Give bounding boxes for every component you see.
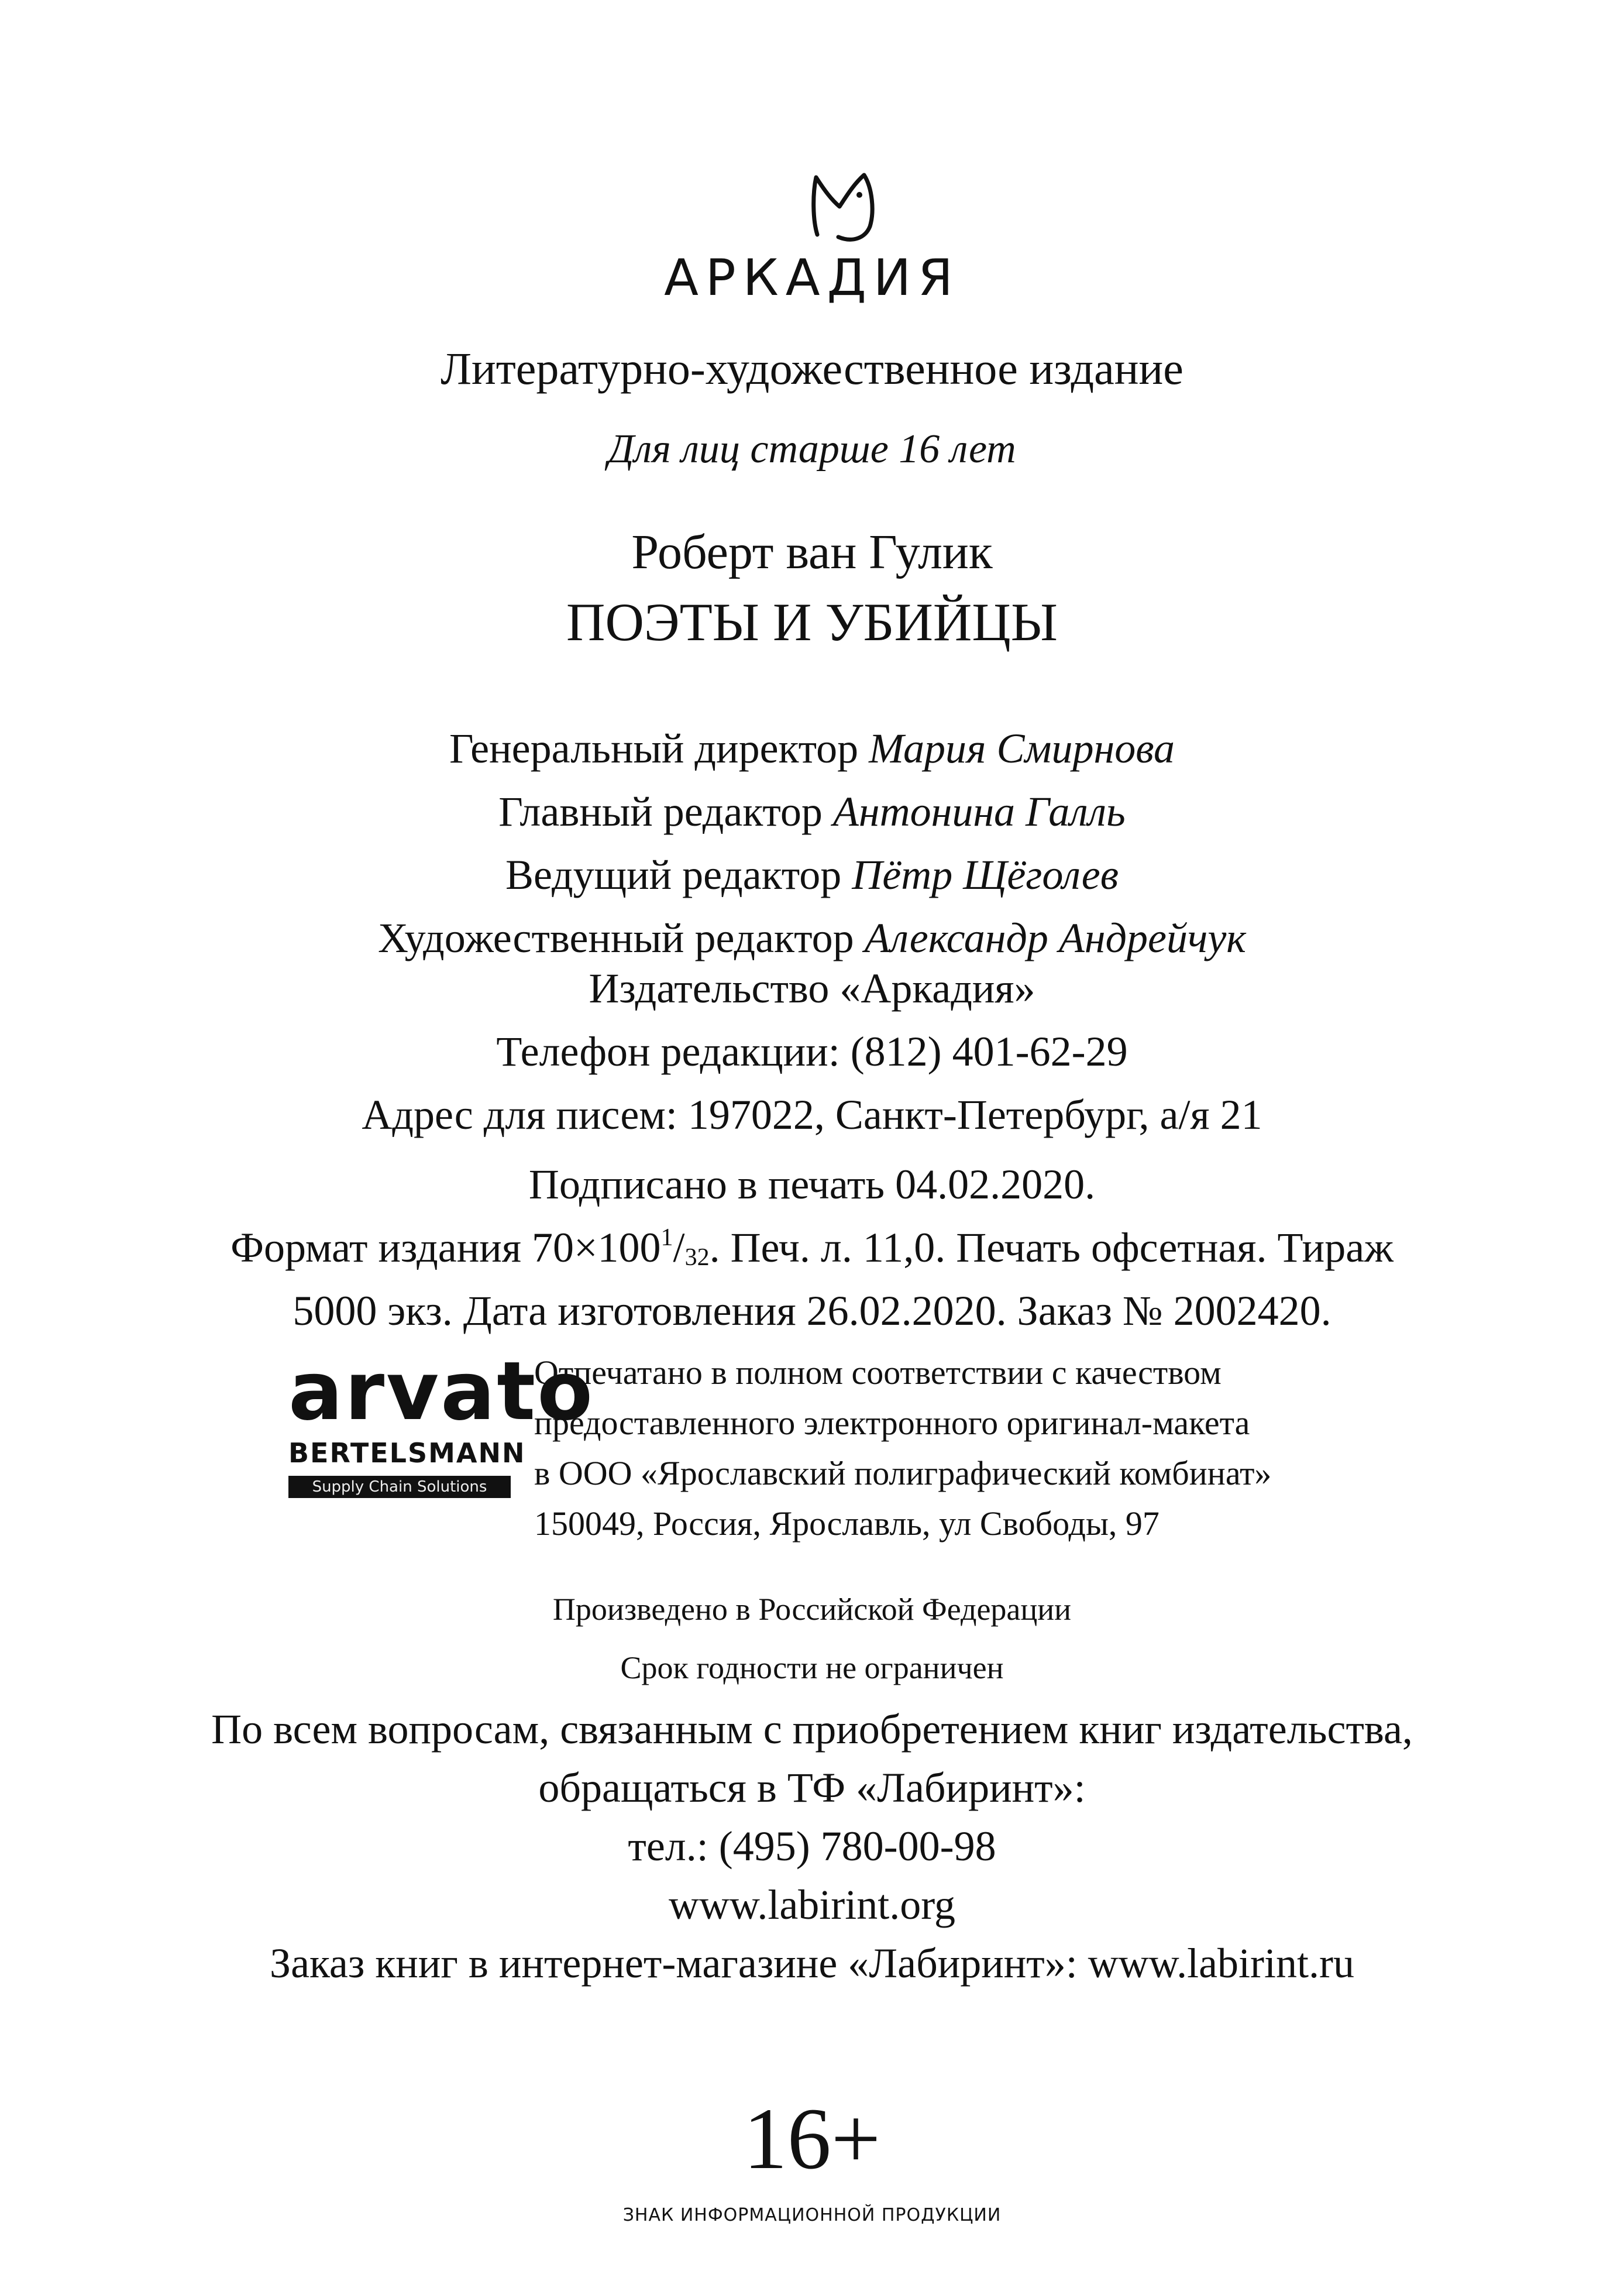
printer-line: предоставленного электронного оригинал-макета xyxy=(534,1404,1250,1442)
credit-name: Антонина Галль xyxy=(832,788,1126,835)
publisher-name: АРКАДИЯ xyxy=(664,249,960,307)
made-in: Произведено в Российской Федерации xyxy=(552,1592,1072,1627)
arvato-tagline: Supply Chain Solutions xyxy=(288,1476,511,1498)
format-sub: 32 xyxy=(684,1244,710,1271)
publisher-house: Издательство «Аркадия» xyxy=(589,965,1035,1012)
print-run: 5000 экз. Дата изготовления 26.02.2020. Заказ № 2002420. xyxy=(293,1287,1331,1334)
credit-line xyxy=(0,717,1624,780)
age-rating-caption: ЗНАК ИНФОРМАЦИОННОЙ ПРОДУКЦИИ xyxy=(622,2205,1002,2225)
publisher-phone: Телефон редакции: (812) 401-62-29 xyxy=(496,1028,1128,1075)
credit-name: Александр Андрейчук xyxy=(864,915,1246,961)
origin-info xyxy=(0,1580,1624,1697)
age-rating: 16+ xyxy=(743,2090,881,2187)
credit-line xyxy=(0,843,1624,906)
format-prefix: Формат издания 70×100 xyxy=(230,1224,661,1271)
distributor-line: По всем вопросам, связанным с приобретением книг издательства, xyxy=(211,1706,1413,1753)
distributor-shop: Заказ книг в интернет-магазине «Лабиринт»: www.labirint.ru xyxy=(270,1940,1354,1987)
distributor-line: обращаться в ТФ «Лабиринт»: xyxy=(538,1764,1086,1811)
arvato-wordmark: arvato xyxy=(288,1344,595,1438)
publisher-address: Адрес для писем: 197022, Санкт-Петербург, а/я 21 xyxy=(362,1091,1262,1138)
distributor-site: www.labirint.org xyxy=(669,1881,955,1928)
arkadia-bird-logo-icon xyxy=(809,166,879,248)
signed-date: Подписано в печать 04.02.2020. xyxy=(528,1161,1096,1208)
distributor-info xyxy=(0,1700,1624,1993)
printer-line: 150049, Россия, Ярославль, ул Свободы, 97 xyxy=(534,1504,1159,1543)
distributor-phone: тел.: (495) 780-00-98 xyxy=(628,1823,996,1870)
age-notice: Для лиц старше 16 лет xyxy=(608,427,1016,472)
credit-role: Художественный редактор xyxy=(378,915,854,961)
book-title: ПОЭТЫ И УБИЙЦЫ xyxy=(566,592,1058,652)
credit-name: Пётр Щёголев xyxy=(852,851,1119,898)
credit-role: Генеральный директор xyxy=(449,725,859,772)
credit-line xyxy=(0,780,1624,843)
format-line: Формат издания $70\times 100^1/_{32}$. Печ. л. 11,0. Печать офсетная. Тираж xyxy=(230,1224,1394,1271)
printer-line: Отпечатано в полном соответствии с качеством xyxy=(534,1354,1222,1392)
shelf-life: Срок годности не ограничен xyxy=(620,1650,1004,1685)
credit-role: Ведущий редактор xyxy=(505,851,842,898)
arvato-subtitle: BERTELSMANN xyxy=(288,1437,526,1469)
book-author: Роберт ван Гулик xyxy=(631,525,993,579)
publisher-contacts xyxy=(0,957,1624,1146)
credit-name: Мария Смирнова xyxy=(869,725,1175,772)
format-sup: 1 xyxy=(660,1224,673,1251)
printer-line: в ООО «Ярославский полиграфический комбинат» xyxy=(534,1454,1272,1492)
arvato-logo xyxy=(288,1344,595,1498)
genre-line: Литературно-художественное издание xyxy=(441,343,1183,394)
printing-info xyxy=(0,1153,1624,1342)
credits-block xyxy=(0,717,1624,970)
printer-text xyxy=(534,1348,1271,1549)
format-suffix: . Печ. л. 11,0. Печать офсетная. Тираж xyxy=(709,1224,1394,1271)
credit-role: Главный редактор xyxy=(498,788,823,835)
